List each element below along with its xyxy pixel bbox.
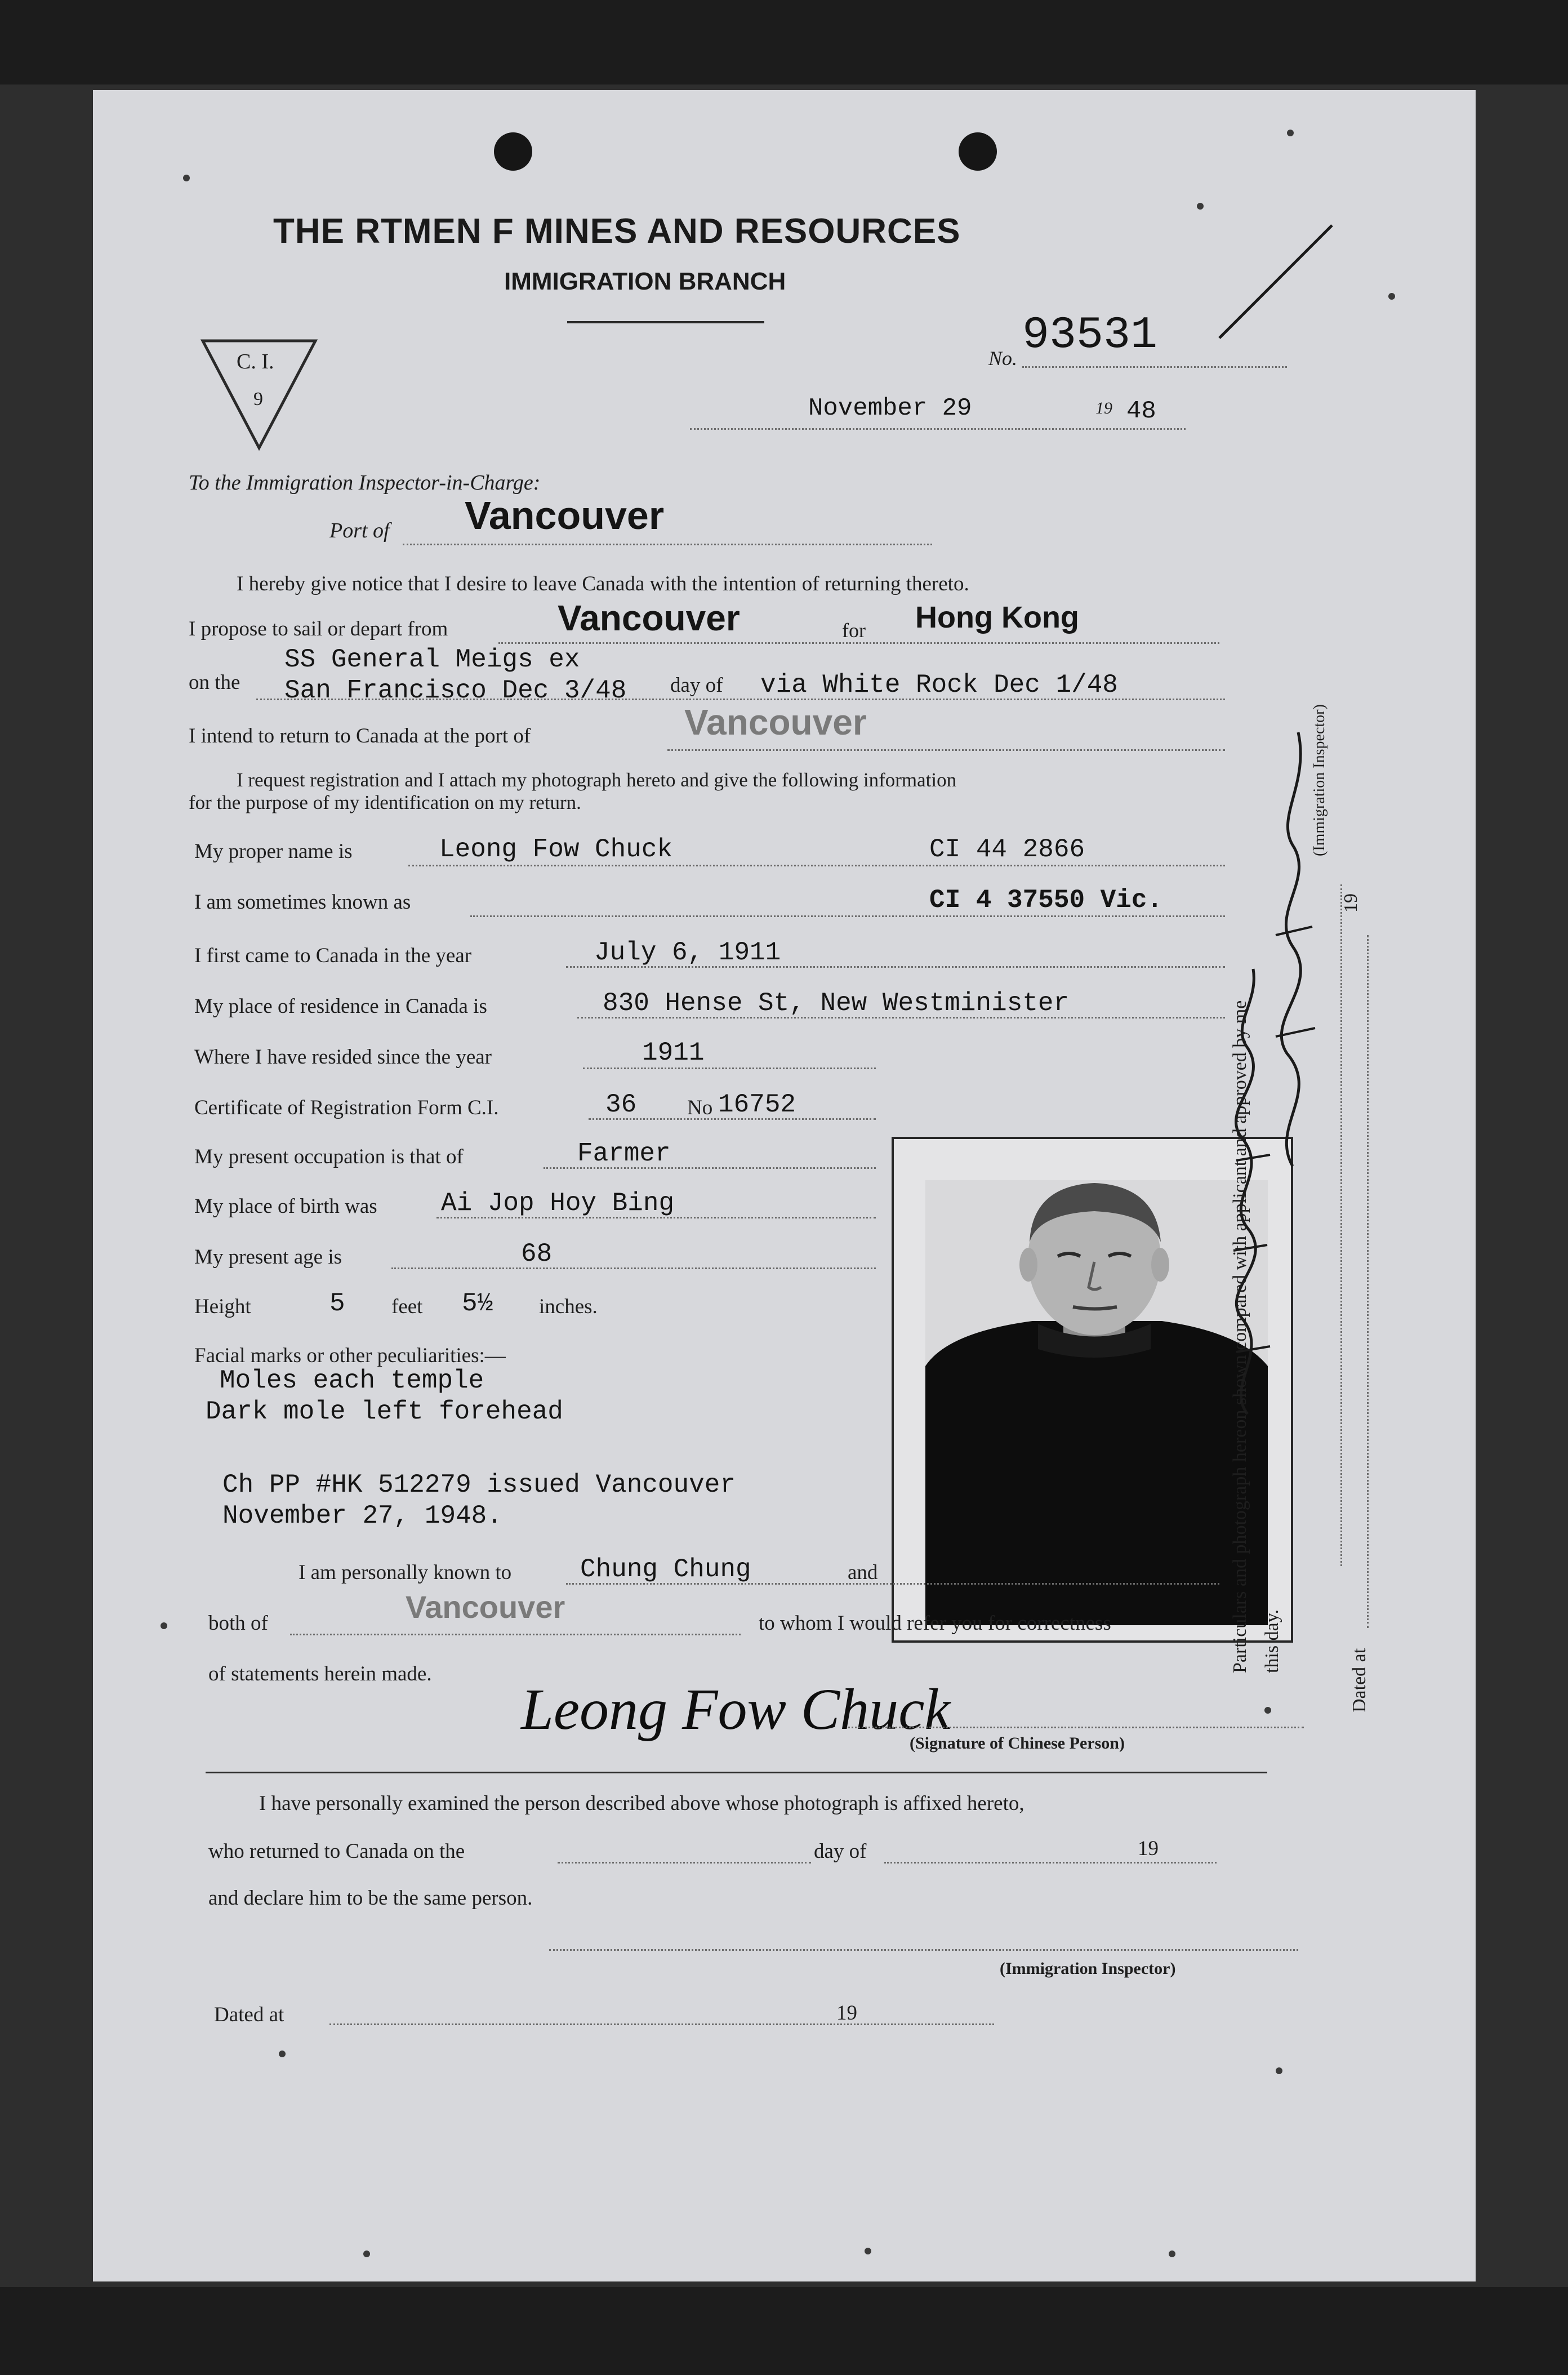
header-rule <box>567 321 764 323</box>
side-note-inspector-caption: (Immigration Inspector) <box>1311 704 1328 856</box>
both-of-underline <box>290 1634 741 1635</box>
notice-text: I hereby give notice that I desire to leave Canada with the intention of returning thereto. <box>237 572 969 595</box>
on-the-label: on the <box>189 671 240 694</box>
side-dated-line <box>1367 935 1369 1628</box>
sail-for-label: for <box>842 619 866 642</box>
side-signature-scribble-icon <box>1259 721 1326 1172</box>
certificate-underline <box>589 1118 876 1120</box>
birth-label: My place of birth was <box>194 1195 377 1218</box>
speck-icon <box>183 175 190 181</box>
inspector-caption: (Immigration Inspector) <box>1000 1959 1176 1978</box>
ship-line-2: San Francisco Dec 3/48 <box>284 676 627 705</box>
sail-for-stamp: Hong Kong <box>915 601 1079 634</box>
addressee-line: To the Immigration Inspector-in-Charge: <box>189 471 541 495</box>
day-of-underline <box>884 1862 1217 1863</box>
speck-icon <box>363 2251 370 2257</box>
number-label: No. <box>988 347 1018 370</box>
known-as-label: I am sometimes known as <box>194 891 411 914</box>
proper-name-label: My proper name is <box>194 840 353 863</box>
known-to-and: and <box>848 1561 878 1584</box>
pen-stroke-icon <box>1214 220 1338 344</box>
request-line-2: for the purpose of my identification on my return. <box>189 791 581 813</box>
ci-badge-label: C. I. <box>237 350 274 373</box>
feet-label: feet <box>391 1295 423 1318</box>
certificate-form: 36 <box>605 1090 637 1119</box>
certificate-label: Certificate of Registration Form C.I. <box>194 1096 499 1119</box>
speck-icon <box>1388 293 1395 300</box>
day-of-label: day of <box>670 674 723 697</box>
examination-line-2b: day of <box>814 1840 867 1863</box>
port-underline <box>403 544 932 545</box>
residence-label: My place of residence in Canada is <box>194 995 487 1018</box>
date-month-day: November 29 <box>808 394 972 422</box>
inches-label: inches. <box>539 1295 598 1318</box>
examination-line-2a: who returned to Canada on the <box>208 1840 465 1863</box>
port-stamp: Vancouver <box>465 493 665 537</box>
request-line-1: I request registration and I attach my photograph hereto and give the following information <box>237 769 957 791</box>
speck-icon <box>1276 2067 1282 2074</box>
speck-icon <box>1287 130 1294 136</box>
certificate-no-value: 16752 <box>718 1090 796 1119</box>
branch-subtitle: IMMIGRATION BRANCH <box>504 268 786 295</box>
speck-icon <box>1169 2251 1175 2257</box>
first-came-label: I first came to Canada in the year <box>194 944 472 967</box>
ci-badge-number: 9 <box>253 389 263 410</box>
side-note-line-2: this day. <box>1262 1609 1282 1673</box>
department-title: THE RTMEN F MINES AND RESOURCES <box>273 212 961 251</box>
punch-hole-icon <box>494 132 532 171</box>
dated-underline <box>329 2023 994 2025</box>
speck-icon <box>865 2248 871 2254</box>
date-year-prefix: 19 <box>1095 399 1112 417</box>
speck-icon <box>1264 1707 1271 1714</box>
ship-underline <box>256 699 1225 700</box>
speck-icon <box>279 2051 286 2057</box>
proper-name-value: Leong Fow Chuck <box>439 835 673 864</box>
age-value: 68 <box>521 1239 553 1269</box>
form-paper <box>93 90 1476 2281</box>
statements-text: of statements herein made. <box>208 1662 432 1685</box>
known-to-names: Chung Chung <box>580 1555 751 1584</box>
age-underline <box>391 1267 876 1269</box>
side-signature-line <box>1340 884 1342 1566</box>
passport-line-1: Ch PP #HK 512279 issued Vancouver <box>222 1470 736 1500</box>
birth-underline <box>436 1217 876 1218</box>
facial-line-2: Dark mole left forehead <box>206 1397 563 1426</box>
residence-value: 830 Hense St, New Westminister <box>603 989 1070 1018</box>
known-as-ci: CI 4 37550 Vic. <box>929 886 1163 915</box>
first-came-value: July 6, 1911 <box>594 938 781 967</box>
speck-icon <box>1197 203 1204 210</box>
background-band <box>0 0 1568 84</box>
birth-value: Ai Jop Hoy Bing <box>441 1189 675 1218</box>
certificate-no-label: No <box>687 1096 713 1119</box>
ship-line-1: SS General Meigs ex <box>284 645 580 674</box>
proper-name-ci: CI 44 2866 <box>929 835 1085 864</box>
port-label: Port of <box>329 519 390 542</box>
occupation-label: My present occupation is that of <box>194 1145 464 1168</box>
date-underline <box>690 428 1186 430</box>
facial-line-1: Moles each temple <box>220 1366 484 1395</box>
known-to-label: I am personally known to <box>299 1561 512 1584</box>
side-note-line-1: Particulars and photograph hereon shown compared with applicant and approved by me <box>1230 1000 1250 1673</box>
sail-from-label: I propose to sail or depart from <box>189 617 448 641</box>
passport-line-2: November 27, 1948. <box>222 1501 502 1531</box>
occupation-value: Farmer <box>577 1139 671 1168</box>
resided-since-underline <box>583 1068 876 1069</box>
background-band <box>0 2287 1568 2375</box>
side-note-dated-label: Dated at <box>1349 1648 1370 1713</box>
occupation-underline <box>544 1167 876 1169</box>
return-label: I intend to return to Canada at the port of <box>189 724 531 748</box>
facial-label: Facial marks or other peculiarities:— <box>194 1344 506 1367</box>
side-note-year: 19 <box>1340 893 1361 913</box>
signature-underline <box>848 1727 1304 1728</box>
examination-line-2c: 19 <box>1138 1837 1159 1860</box>
first-came-underline <box>566 966 1225 968</box>
height-inches: 5½ <box>462 1289 493 1318</box>
resided-since-value: 1911 <box>642 1038 705 1068</box>
sail-from-stamp: Vancouver <box>558 598 740 638</box>
known-as-underline <box>470 915 1225 917</box>
sail-underline <box>498 642 1219 644</box>
via-text: via White Rock Dec 1/48 <box>760 670 1118 700</box>
dated-label: Dated at <box>214 2003 284 2026</box>
section-rule <box>206 1772 1267 1773</box>
punch-hole-icon <box>959 132 997 171</box>
dated-year: 19 <box>836 2002 857 2025</box>
signature-caption: (Signature of Chinese Person) <box>910 1734 1125 1753</box>
inspector-underline <box>549 1949 1298 1951</box>
returned-on-underline <box>558 1862 811 1863</box>
return-underline <box>667 749 1225 751</box>
date-year-suffix: 48 <box>1126 397 1156 425</box>
known-to-underline <box>566 1583 1219 1585</box>
applicant-signature: Leong Fow Chuck <box>521 1677 951 1742</box>
examination-line-3: and declare him to be the same person. <box>208 1887 533 1910</box>
proper-name-underline <box>408 865 1225 866</box>
speck-icon <box>161 1622 167 1629</box>
age-label: My present age is <box>194 1246 342 1269</box>
examination-line-1: I have personally examined the person described above whose photograph is affixed hereto, <box>259 1792 1024 1815</box>
height-label: Height <box>194 1295 251 1318</box>
height-feet: 5 <box>329 1289 345 1318</box>
refer-text: to whom I would refer you for correctness <box>759 1612 1111 1635</box>
both-of-city-stamp: Vancouver <box>406 1589 565 1625</box>
both-of-label: both of <box>208 1612 268 1635</box>
number-underline <box>1022 366 1287 368</box>
return-stamp: Vancouver <box>684 702 867 742</box>
resided-since-label: Where I have resided since the year <box>194 1046 492 1069</box>
form-number: 93531 <box>1022 310 1158 361</box>
residence-underline <box>577 1017 1225 1019</box>
